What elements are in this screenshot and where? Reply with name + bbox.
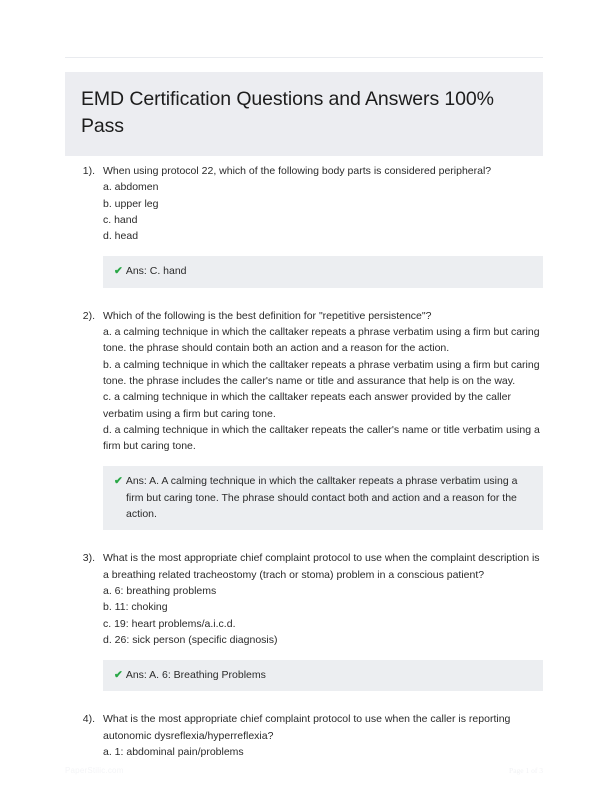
answer-text: Ans: A. A calming technique in which the calltaker repeats a phrase verbatim using a firm but caring tone. The phrase should contact both and action and a reason for the action.	[125, 475, 518, 521]
header-divider	[65, 57, 543, 58]
answer-options	[103, 744, 543, 760]
answer-option[interactable]: a. a calming technique in which the calltaker repeats a phrase verbatim using a firm but caring tone. the phrase should contain both an action and a reason for the action.	[103, 326, 540, 355]
question-stem: What is the most appropriate chief complaint protocol to use when the caller is reporting autonomic dysreflexia/hyperreflexia?	[103, 713, 511, 742]
answer-option[interactable]: a. 6: breathing problems	[103, 584, 217, 597]
questions-list	[65, 163, 543, 780]
answer-box	[103, 660, 543, 691]
answer-text-wrap	[114, 263, 532, 279]
question-stem: Which of the following is the best definition for "repetitive persistence"?	[103, 309, 432, 322]
footer-page-indicator: Page 1 of 3	[509, 766, 543, 775]
page-title: EMD Certification Questions and Answers 100% Pass	[81, 88, 494, 137]
question-number: 1).	[82, 165, 95, 177]
check-icon: ✔	[114, 669, 123, 682]
question-block	[65, 163, 543, 288]
answer-box	[103, 466, 543, 530]
answer-box	[103, 256, 543, 287]
answer-option[interactable]: d. head	[103, 230, 139, 243]
answer-options	[103, 179, 543, 244]
question-block	[65, 550, 543, 691]
answer-option[interactable]: c. a calming technique in which the calltaker repeats each answer provided by the caller verbatim using a firm but caring tone.	[103, 391, 511, 420]
answer-option[interactable]: b. a calming technique in which the calltaker repeats a phrase verbatim using a firm but caring tone. the phrase includes the caller's name or title and assurance that help is on the way.	[103, 358, 540, 387]
answer-option[interactable]: d. 26: sick person (specific diagnosis)	[103, 633, 278, 646]
answer-text: Ans: A. 6: Breathing Problems	[125, 669, 266, 682]
answer-option[interactable]: a. 1: abdominal pain/problems	[103, 746, 244, 759]
footer-watermark: PaperStilic.com	[65, 766, 124, 775]
answer-option[interactable]: a. abdomen	[103, 181, 159, 194]
answer-option[interactable]: b. upper leg	[103, 197, 159, 210]
answer-options	[103, 583, 543, 648]
document-title-banner	[65, 72, 543, 156]
answer-options	[103, 324, 543, 454]
question-number: 3).	[82, 552, 95, 565]
answer-text-wrap	[114, 667, 532, 683]
question-number: 2).	[82, 309, 95, 322]
question-block	[65, 711, 543, 760]
question-number: 4).	[82, 713, 95, 726]
answer-option[interactable]: d. a calming technique in which the calltaker repeats the caller's name or title verbatim using a firm but caring tone.	[103, 423, 540, 453]
answer-text-wrap	[114, 473, 532, 522]
check-icon: ✔	[114, 265, 123, 278]
answer-option[interactable]: b. 11: choking	[103, 601, 168, 614]
answer-option[interactable]: c. 19: heart problems/a.i.c.d.	[103, 617, 236, 630]
question-stem: When using protocol 22, which of the following body parts is considered peripheral?	[103, 165, 492, 177]
page-footer	[65, 766, 543, 775]
check-icon: ✔	[114, 475, 123, 488]
answer-option[interactable]: c. hand	[103, 213, 138, 226]
answer-text: Ans: C. hand	[125, 265, 187, 278]
question-block	[65, 308, 543, 531]
question-stem: What is the most appropriate chief complaint protocol to use when the complaint description is a breathing related tracheostomy (trach or stoma) problem in a conscious patient?	[103, 552, 540, 581]
